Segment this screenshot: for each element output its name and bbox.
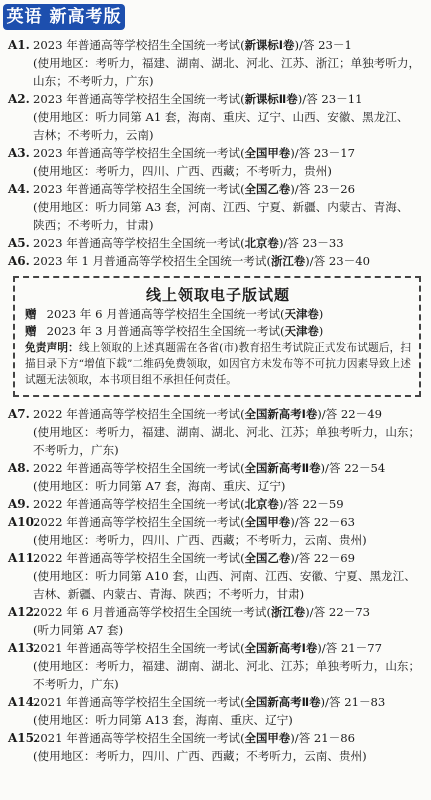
exam-entry: [0, 603, 431, 639]
usage-line: 吉林；不考听力，云南): [33, 128, 154, 142]
page-ref: )/答 23－11: [297, 92, 363, 106]
usage-line: (使用地区：考听力，四川、广西、西藏；不考听力，云南、贵州): [33, 533, 367, 547]
exam-entry: [0, 90, 431, 144]
exam-entry: [0, 639, 431, 693]
entry-number: A4.: [8, 182, 30, 196]
exam-list: [0, 36, 431, 765]
exam-entry: [0, 459, 431, 495]
entry-title: [33, 603, 423, 621]
entry-number: A1.: [8, 38, 30, 52]
gift-label: 赠: [25, 307, 37, 321]
gift-item: [25, 306, 411, 323]
usage-line: (使用地区：听力同第 A1 套，海南、重庆、辽宁、山西、安徽、黑龙江、: [33, 110, 409, 124]
entry-title: [33, 144, 423, 162]
title-prefix: 2022 年 6 月普通高等学校招生全国统一考试(: [33, 605, 271, 619]
gift-post: ): [318, 307, 324, 321]
entry-number: A13.: [8, 641, 39, 655]
usage-line: 不考听力，广东): [33, 677, 119, 691]
usage-line: (听力同第 A7 套): [33, 623, 124, 637]
exam-group-2022-2021: [0, 405, 431, 765]
entry-title: [33, 252, 423, 270]
page-ref: )/答 21－77: [317, 641, 383, 655]
exam-group-2023: [0, 36, 431, 270]
entry-title: [33, 495, 423, 513]
usage-line: 山东；不考听力，广东): [33, 74, 154, 88]
title-prefix: 2023 年普通高等学校招生全国统一考试(: [33, 38, 245, 52]
entry-number: A3.: [8, 146, 30, 160]
paper-name: 浙江卷: [270, 605, 306, 619]
paper-name: 全国甲卷: [244, 146, 291, 160]
page-ref: )/答 23－17: [290, 146, 356, 160]
paper-name: 全国甲卷: [244, 515, 291, 529]
usage-line: (使用地区：听力同第 A7 套，海南、重庆、辽宁): [33, 479, 286, 493]
entry-title: [33, 90, 423, 108]
paper-name: 全国甲卷: [244, 731, 291, 745]
paper-name: 浙江卷: [270, 254, 306, 268]
entry-number: A7.: [8, 407, 30, 421]
usage-line: (使用地区：考听力，四川、广西、西藏；不考听力，贵州): [33, 164, 332, 178]
page-ref: )/答 22－69: [290, 551, 356, 565]
usage-line: 不考听力，广东): [33, 443, 119, 457]
disclaimer-text: 线上领取的上述真题需在各省(市)教育招生考试院正式发布试题后，扫描目录下方“增值下载”二维码免费领取，如因官方未发布等不可抗力因素导致上述试题无法领取，本书项目组不承担任何责任。: [25, 342, 412, 386]
gift-pre: 2023 年 6 月普通高等学校招生全国统一考试(: [46, 307, 285, 321]
paper-name: 全国新高考Ⅰ卷: [244, 641, 318, 655]
gift-pre: 2023 年 3 月普通高等学校招生全国统一考试(: [46, 324, 285, 338]
page-ref: )/答 22－59: [278, 497, 344, 511]
usage-line: 吉林、新疆、内蒙古、青海、陕西；不考听力，甘肃): [33, 587, 305, 601]
exam-entry: [0, 693, 431, 729]
page-ref: )/答 22－54: [320, 461, 386, 475]
entry-number: A11.: [8, 551, 39, 565]
page-ref: )/答 22－63: [290, 515, 356, 529]
title-prefix: 2023 年普通高等学校招生全国统一考试(: [33, 182, 245, 196]
entry-title: [33, 180, 423, 198]
gift-paper: 天津卷: [284, 324, 319, 338]
usage-line: 陕西；不考听力，甘肃): [33, 218, 154, 232]
box-title: 线上领取电子版试题: [145, 286, 290, 304]
paper-name: 全国新高考Ⅰ卷: [244, 407, 318, 421]
page-ref: )/答 23－26: [290, 182, 356, 196]
usage-line: (使用地区：考听力，福建、湖南、湖北、河北、江苏、浙江；单独考听力，: [33, 56, 421, 70]
page-ref: )/答 23－1: [294, 38, 352, 52]
exam-entry: [0, 36, 431, 90]
page-ref: )/答 21－86: [290, 731, 356, 745]
disclaimer: [25, 340, 411, 388]
paper-name: 全国新高考Ⅱ卷: [244, 461, 321, 475]
entry-number: A9.: [8, 497, 30, 511]
title-prefix: 2022 年普通高等学校招生全国统一考试(: [33, 551, 245, 565]
page-ref: )/答 23－40: [305, 254, 370, 268]
title-prefix: 2022 年普通高等学校招生全国统一考试(: [33, 515, 245, 529]
exam-entry: [0, 252, 431, 270]
gift-post: ): [318, 324, 324, 338]
title-prefix: 2022 年普通高等学校招生全国统一考试(: [33, 461, 245, 475]
entry-number: A15.: [8, 731, 39, 745]
exam-entry: [0, 549, 431, 603]
disclaimer-label: 免责声明：: [25, 342, 79, 354]
exam-entry: [0, 513, 431, 549]
gift-item: [25, 323, 411, 340]
paper-name: 北京卷: [244, 236, 279, 250]
gift-paper: 天津卷: [284, 307, 319, 321]
entry-number: A8.: [8, 461, 30, 475]
entry-number: A5.: [8, 236, 30, 250]
paper-name: 全国新高考Ⅱ卷: [244, 695, 321, 709]
entry-title: [33, 459, 423, 477]
entry-number: A12.: [8, 605, 39, 619]
entry-title: [33, 405, 423, 423]
title-prefix: 2023 年 1 月普通高等学校招生全国统一考试(: [33, 254, 271, 268]
usage-line: (使用地区：考听力，四川、广西、西藏；不考听力，云南、贵州): [33, 749, 367, 763]
exam-entry: [0, 144, 431, 180]
entry-number: A14.: [8, 695, 39, 709]
title-prefix: 2021 年普通高等学校招生全国统一考试(: [33, 641, 245, 655]
entry-number: A2.: [8, 92, 30, 106]
page-ref: )/答 23－33: [278, 236, 344, 250]
usage-line: (使用地区：听力同第 A10 套，山西、河南、江西、安徽、宁夏、黑龙江、: [33, 569, 416, 583]
paper-name: 新课标Ⅰ卷: [244, 38, 295, 52]
paper-name: 新课标Ⅱ卷: [244, 92, 298, 106]
entry-title: [33, 513, 423, 531]
paper-name: 全国乙卷: [244, 182, 291, 196]
page-ref: )/答 22－49: [317, 407, 383, 421]
entry-title: [33, 549, 423, 567]
page-ref: )/答 22－73: [305, 605, 370, 619]
exam-entry: [0, 495, 431, 513]
title-prefix: 2022 年普通高等学校招生全国统一考试(: [33, 497, 245, 511]
entry-title: [33, 36, 423, 54]
title-prefix: 2022 年普通高等学校招生全国统一考试(: [33, 407, 245, 421]
entry-number: A10.: [8, 515, 39, 529]
gift-label: 赠: [25, 324, 37, 338]
entry-title: [33, 729, 423, 747]
entry-title: [33, 639, 423, 657]
exam-entry: [0, 729, 431, 765]
title-prefix: 2023 年普通高等学校招生全国统一考试(: [33, 146, 245, 160]
exam-entry: [0, 405, 431, 459]
exam-entry: [0, 234, 431, 252]
usage-line: (使用地区：听力同第 A3 套，河南、江西、宁夏、新疆、内蒙古、青海、: [33, 200, 409, 214]
page-ref: )/答 21－83: [320, 695, 386, 709]
online-download-box: [13, 276, 421, 397]
title-prefix: 2023 年普通高等学校招生全国统一考试(: [33, 92, 245, 106]
usage-line: (使用地区：考听力，福建、湖南、湖北、河北、江苏；单独考听力，山东；: [33, 659, 421, 673]
edition-badge: 英语 新高考版: [3, 4, 125, 30]
entry-title: [33, 234, 423, 252]
title-prefix: 2021 年普通高等学校招生全国统一考试(: [33, 731, 245, 745]
usage-line: (使用地区：考听力，福建、湖南、湖北、河北、江苏；单独考听力，山东；: [33, 425, 421, 439]
title-prefix: 2023 年普通高等学校招生全国统一考试(: [33, 236, 245, 250]
entry-title: [33, 693, 423, 711]
usage-line: (使用地区：听力同第 A13 套，海南、重庆、辽宁): [33, 713, 293, 727]
paper-name: 北京卷: [244, 497, 279, 511]
entry-number: A6.: [8, 254, 30, 268]
exam-entry: [0, 180, 431, 234]
paper-name: 全国乙卷: [244, 551, 291, 565]
title-prefix: 2021 年普通高等学校招生全国统一考试(: [33, 695, 245, 709]
